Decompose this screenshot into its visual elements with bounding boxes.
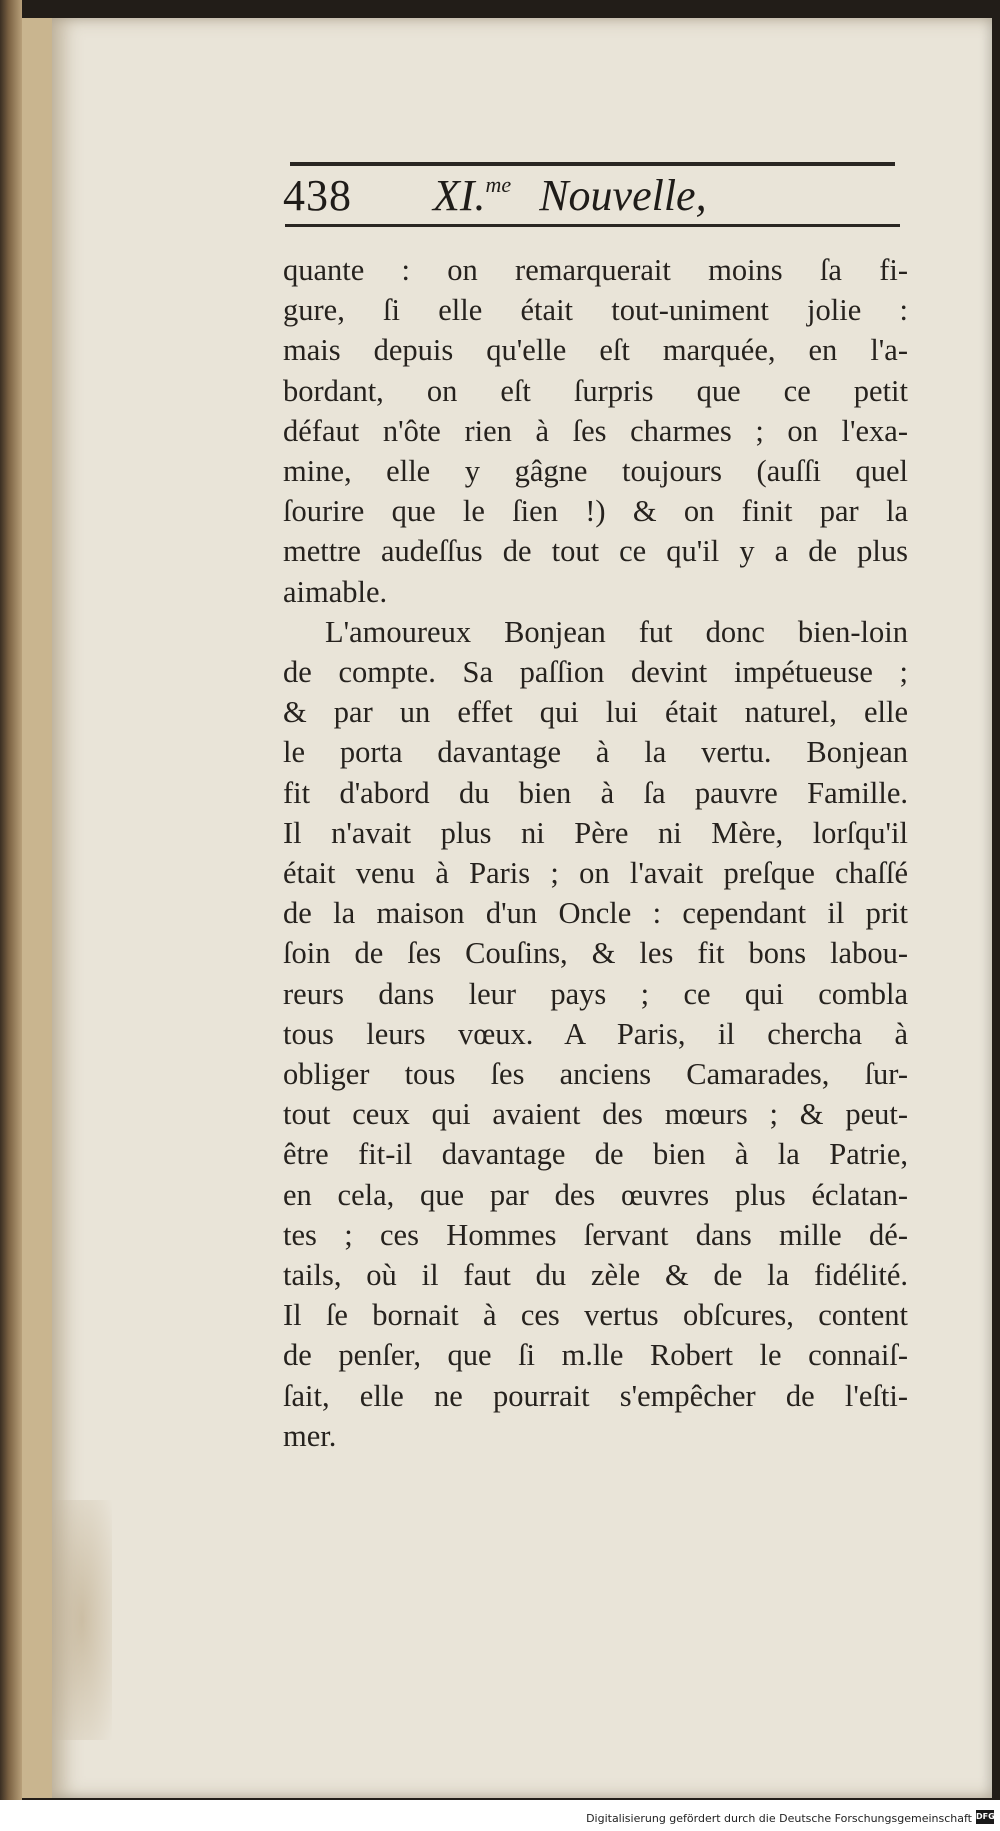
text-line: Il ſe bornait à ces vertus obſcures, content: [283, 1298, 908, 1333]
page-number: 438: [283, 171, 352, 220]
text-line: tous leurs vœux. A Paris, il chercha à: [283, 1016, 908, 1051]
text-line: de la maison d'un Oncle : cependant il prit: [283, 896, 908, 931]
paper-stain: [52, 1500, 112, 1740]
text-line: L'amoureux Bonjean fut donc bien-loin: [325, 614, 908, 649]
text-line: être fit-il davantage de bien à la Patrie,: [283, 1137, 908, 1172]
text-line: quante : on remarquerait moins ſa fi-: [283, 253, 908, 287]
footer-credit: Digitalisierung gefördert durch die Deutsche Forschungsgemeinschaft: [586, 1812, 972, 1825]
text-line: était venu à Paris ; on l'avait preſque chaſſé: [283, 856, 908, 891]
text-line: gure, ſi elle était tout-uniment jolie :: [283, 293, 908, 328]
running-header: [283, 170, 903, 230]
chapter-numeral-suffix: me: [485, 172, 512, 197]
text-line: reurs dans leur pays ; ce qui combla: [283, 976, 908, 1011]
text-line: tes ; ces Hommes ſervant dans mille dé-: [283, 1217, 908, 1252]
chapter-title: Nouvelle,: [539, 171, 707, 220]
text-line: obliger tous ſes anciens Camarades, ſur-: [283, 1057, 908, 1092]
text-line: ſoin de ſes Couſins, & les fit bons labou-: [283, 936, 908, 971]
text-line: le porta davantage à la vertu. Bonjean: [283, 735, 908, 770]
text-line: de compte. Sa paſſion devint impétueuse ;: [283, 655, 908, 690]
dfg-logo: DFG: [976, 1810, 994, 1824]
text-line: bordant, on eſt ſurpris que ce petit: [283, 373, 908, 408]
header-rule-top: [290, 162, 895, 166]
text-line: mais depuis qu'elle eſt marquée, en l'a-: [283, 333, 908, 368]
text-line: aimable.: [283, 574, 388, 609]
text-line: Il n'avait plus ni Père ni Mère, lorſqu'il: [283, 815, 908, 850]
text-line: mettre audeſſus de tout ce qu'il y a de plus: [283, 534, 908, 569]
header-rule-bottom: [285, 224, 900, 227]
book-spine-edge: [0, 0, 22, 1831]
text-line: tails, où il faut du zèle & de la fidélité.: [283, 1258, 908, 1293]
text-line: de penſer, que ſi m.lle Robert le connaiſ-: [283, 1338, 908, 1373]
text-line: & par un effet qui lui était naturel, elle: [283, 695, 908, 730]
chapter-numeral: XI.: [433, 171, 486, 220]
text-line: fit d'abord du bien à ſa pauvre Famille.: [283, 775, 908, 810]
text-line: ſait, elle ne pourrait s'empêcher de l'eſti-: [283, 1378, 908, 1413]
text-line: ſourire que le ſien !) & on finit par la: [283, 494, 908, 529]
running-head: [433, 170, 707, 221]
text-line: mine, elle y gâgne toujours (auſſi quel: [283, 454, 908, 489]
text-line: défaut n'ôte rien à ſes charmes ; on l'exa-: [283, 413, 908, 448]
text-line: mer.: [283, 1418, 337, 1453]
body-text: [283, 250, 908, 1456]
text-line: en cela, que par des œuvres plus éclatan-: [283, 1177, 908, 1212]
text-line: tout ceux qui avaient des mœurs ; & peut-: [283, 1097, 908, 1132]
